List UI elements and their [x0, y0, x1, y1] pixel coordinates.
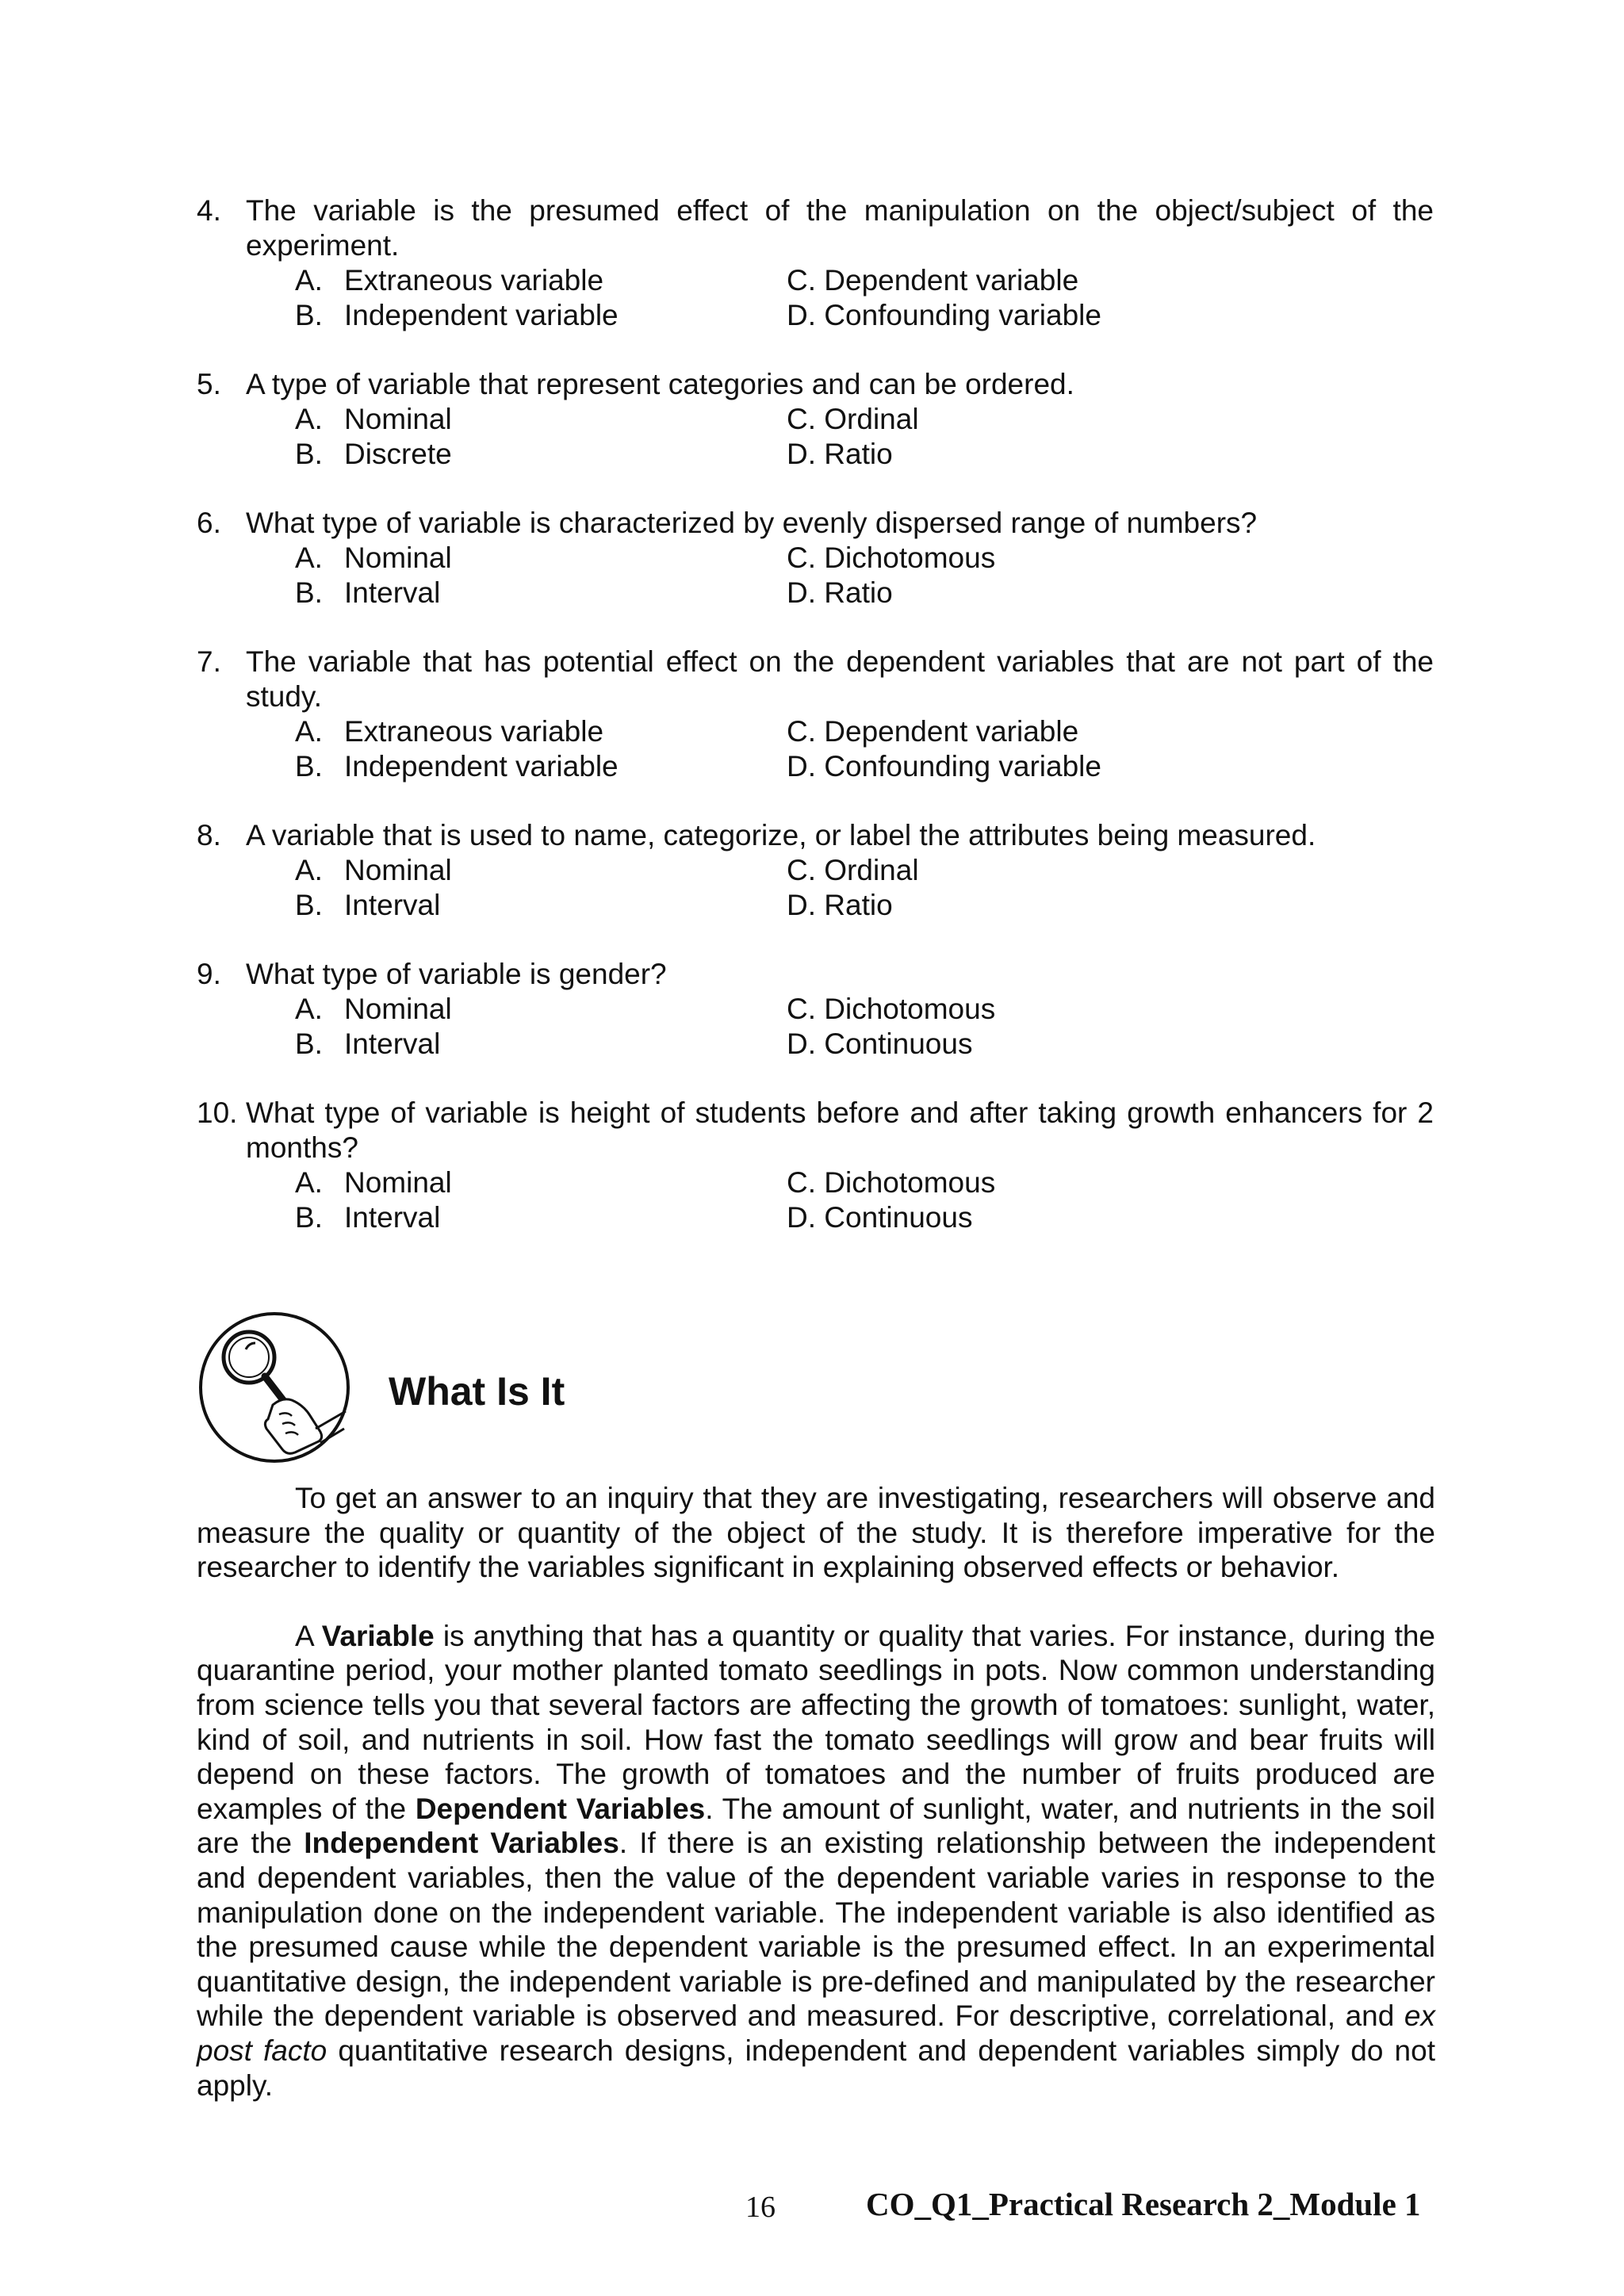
question-number: 7. [197, 645, 221, 678]
option-a: A. Nominal [295, 403, 452, 435]
option-d: D. Continuous [787, 1201, 973, 1234]
option-c: C. Dichotomous [787, 993, 996, 1025]
question-5 [197, 367, 1434, 472]
question-4 [197, 193, 1434, 333]
option-a: A. Extraneous variable [295, 264, 604, 297]
option-b: B. Interval [295, 576, 441, 609]
question-text: The variable is the presumed effect of the manipulation on the object/subject of the [246, 194, 1434, 227]
question-number: 10. [197, 1096, 238, 1129]
question-8 [197, 818, 1434, 923]
question-number: 8. [197, 819, 221, 851]
option-c: C. Dependent variable [787, 264, 1079, 297]
page-number: 16 [745, 2191, 776, 2224]
option-c: C. Dependent variable [787, 715, 1079, 748]
module-label: CO_Q1_Practical Research 2_Module 1 [866, 2186, 1421, 2222]
option-c: C. Dichotomous [787, 541, 996, 574]
question-number: 4. [197, 194, 221, 227]
question-number: 5. [197, 368, 221, 400]
question-text: A variable that is used to name, categorize, or label the attributes being measured. [246, 819, 1316, 851]
question-number: 9. [197, 958, 221, 990]
section-title: What Is It [389, 1369, 565, 1414]
question-text: What type of variable is characterized by evenly dispersed range of numbers? [246, 507, 1258, 539]
magnifying-glass-icon [197, 1310, 352, 1465]
paragraph-1: To get an answer to an inquiry that they are investigating, researchers will observe and measure the quality or quantity of the object of the study. It is therefore imperative for the researcher to identify the variables significant in explaining observed effects or behavior. [197, 1482, 1435, 1584]
quiz-questions [197, 193, 1434, 1269]
option-a: A. Nominal [295, 541, 452, 574]
question-text: The variable that has potential effect on the dependent variables that are not part of the [246, 645, 1434, 678]
option-b: B. Independent variable [295, 299, 619, 331]
question-10 [197, 1096, 1434, 1235]
option-b: B. Interval [295, 889, 441, 921]
option-a: A. Nominal [295, 993, 452, 1025]
question-9 [197, 957, 1434, 1062]
question-text-cont: experiment. [246, 229, 400, 262]
question-number: 6. [197, 507, 221, 539]
option-b: B. Interval [295, 1027, 441, 1060]
option-d: D. Confounding variable [787, 750, 1101, 783]
option-c: C. Ordinal [787, 854, 919, 886]
body-text [197, 1481, 1435, 2137]
option-c: C. Ordinal [787, 403, 919, 435]
question-6 [197, 506, 1434, 610]
option-b: B. Interval [295, 1201, 441, 1234]
option-c: C. Dichotomous [787, 1166, 996, 1199]
option-b: B. Discrete [295, 438, 452, 470]
option-d: D. Ratio [787, 438, 893, 470]
option-d: D. Continuous [787, 1027, 973, 1060]
option-b: B. Independent variable [295, 750, 619, 783]
question-7 [197, 645, 1434, 784]
paragraph-2: A Variable is anything that has a quantity or quality that varies. For instance, during the quarantine period, your mother planted tomato seedlings in pots. Now common understanding from science tells you that several factors are affecting the growth of tomatoes: sunlight, water, kind of soil, and nutrients in soil. How fast the tomato seedlings will grow and bear fruits will depend on these factors. The growth of tomatoes and the number of fruits produced are examples of the Dependent Variables. The amount of sunlight, water, and nutrients in the soil are the Independent Variables. If there is an existing relationship between the independent and dependent variables, then the value of the dependent variable varies in response to the manipulation done on the independent variable. The independent variable is also identified as the presumed cause while the dependent variable is the presumed effect. In an experimental quantitative design, the independent variable is pre-defined and manipulated by the researcher while the dependent variable is observed and measured. For descriptive, correlational, and ex post facto quantitative research designs, independent and dependent variables simply do not apply. [197, 1619, 1436, 2102]
question-text: What type of variable is height of students before and after taking growth enhancers for 2 [246, 1096, 1434, 1129]
question-text-cont: study. [246, 680, 322, 713]
option-a: A. Nominal [295, 1166, 452, 1199]
option-a: A. Extraneous variable [295, 715, 604, 748]
option-a: A. Nominal [295, 854, 452, 886]
option-d: D. Confounding variable [787, 299, 1101, 331]
question-text: A type of variable that represent categories and can be ordered. [246, 368, 1074, 400]
question-text: What type of variable is gender? [246, 958, 667, 990]
option-d: D. Ratio [787, 889, 893, 921]
question-text-cont: months? [246, 1131, 358, 1164]
page-footer [0, 2185, 1624, 2233]
option-d: D. Ratio [787, 576, 893, 609]
